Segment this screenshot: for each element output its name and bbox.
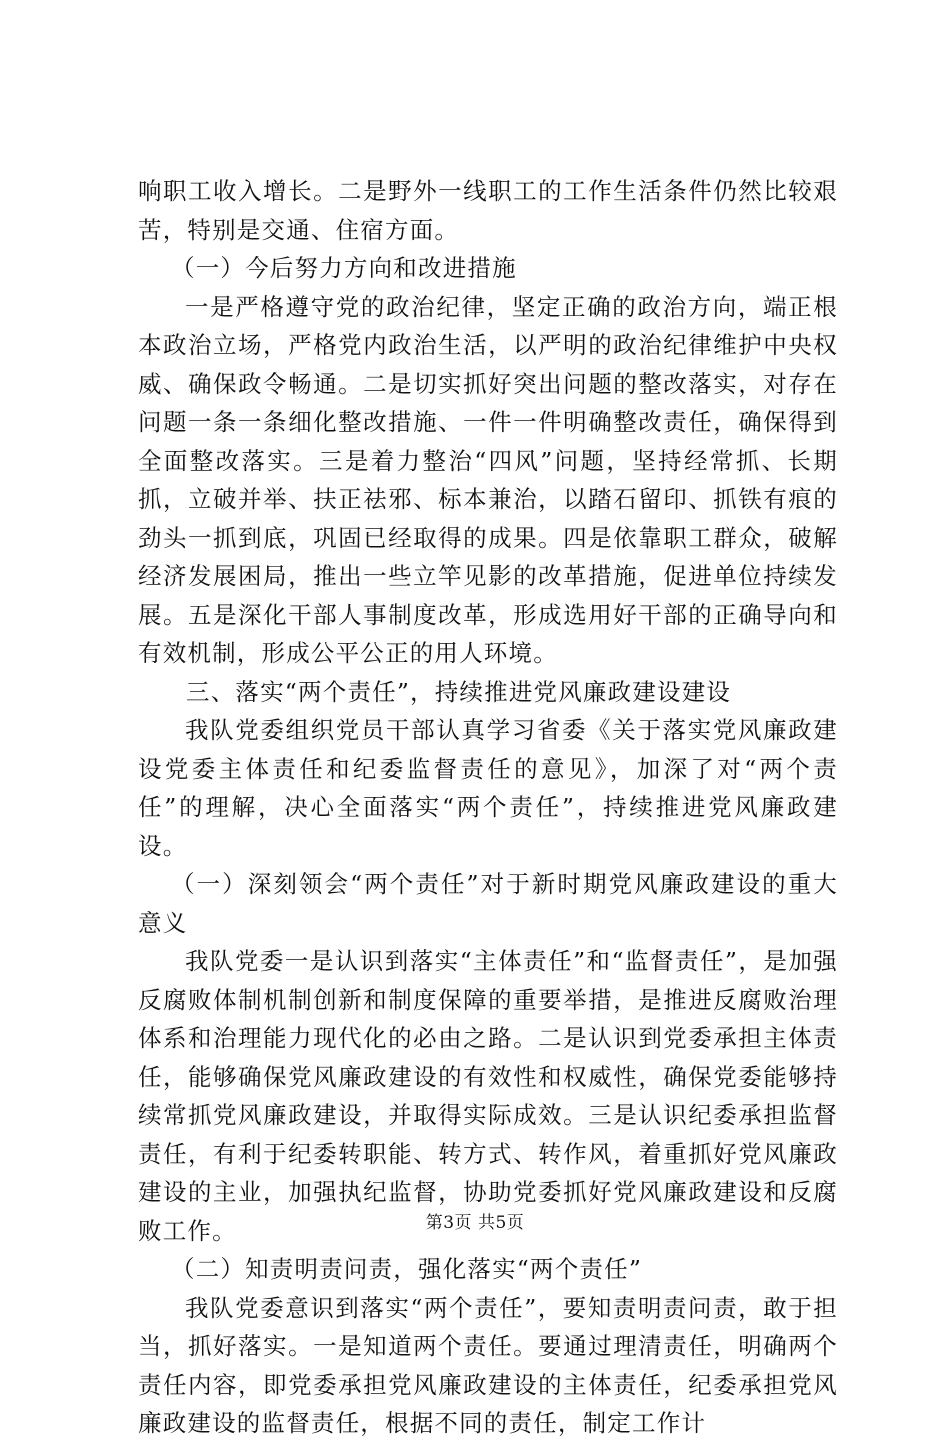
paragraph-continuation: 响职工收入增长。二是野外一线职工的工作生活条件仍然比较艰苦，特别是交通、住宿方面。	[138, 177, 838, 244]
paragraph-significance: 我队党委一是认识到落实“主体责任”和“监督责任”，是加强反腐败体制机制创新和制度保障的重要举措，是推进反腐败治理体系和治理能力现代化的必由之路。二是认识到党委承担主体责任，能够确保党风廉政建设的有效性和权威性，确保党委能够持续常抓党风廉政建设，并取得实际成效。三是认识纪委承担监督责任，有利于纪委转职能、转方式、转作风，着重抓好党风廉政建设的主业，加强执纪监督，协助党委抓好党风廉政建设和反腐败工作。	[138, 947, 838, 1245]
page-number-footer: 第3页 共5页	[425, 1213, 525, 1233]
paragraph-improvement-measures: 一是严格遵守党的政治纪律，坚定正确的政治方向，端正根本政治立场，严格党内政治生活，以严明的政治纪律维护中央权威、确保政令畅通。二是切实抓好突出问题的整改落实，对存在问题一条一条细化整改措施、一件一件明确整改责任，确保得到全面整改落实。三是着力整治“四风”问题，坚持经常抓、长期抓，立破并举、扶正祛邪、标本兼治，以踏石留印、抓铁有痕的劲头一抓到底，巩固已经取得的成果。四是依靠职工群众，破解经济发展困局，推出一些立竿见影的改革措施，促进单位持续发展。五是深化干部人事制度改革，形成选用好干部的正确导向和有效机制，形成公平公正的用人环境。	[138, 292, 838, 667]
paragraph-accountability: 我队党委意识到落实“两个责任”，要知责明责问责，敢于担当，抓好落实。一是知道两个责任。要通过理清责任，明确两个责任内容，即党委承担党风廉政建设的主体责任，纪委承担党风廉政建设的监督责任，根据不同的责任，制定工作计	[138, 1293, 838, 1437]
section-heading-improvement-measures: （一）今后努力方向和改进措施	[171, 254, 517, 282]
section-heading-two-responsibilities: 三、落实“两个责任”，持续推进党风廉政建设建设	[186, 677, 732, 706]
section-heading-significance: （一）深刻领会“两个责任”对于新时期党风廉政建设的重大意义	[138, 870, 838, 937]
document-body	[138, 172, 838, 1443]
paragraph-study-opinions: 我队党委组织党员干部认真学习省委《关于落实党风廉政建设党委主体责任和纪委监督责任的意见》，加深了对“两个责任”的理解，决心全面落实“两个责任”，持续推进党风廉政建设。	[138, 716, 838, 860]
section-heading-accountability: （二）知责明责问责，强化落实“两个责任”	[171, 1255, 643, 1283]
